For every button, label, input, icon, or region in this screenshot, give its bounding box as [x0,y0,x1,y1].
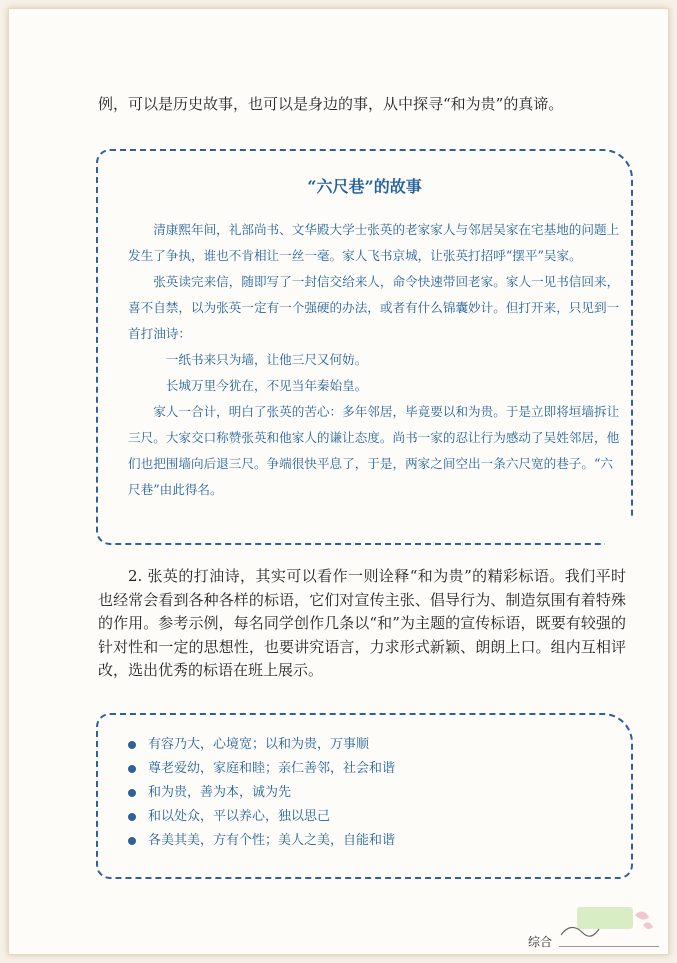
bullet-icon [128,765,136,773]
exercise-paragraph: 2. 张英的打油诗，其实可以看作一则诠释“和为贵”的精彩标语。我们平时也经常会看到各种各样的标语，它们对宣传主张、倡导行为、制造氛围有着特殊的作用。参考示例，每名同学创作几条以“和”为主题的宣传标语，既要有较强的针对性和一定的思想性，也要讲究语言，力求形式新颖、朗朗上口。组内互相评改，选出优秀的标语在班上展示。 [98,567,626,679]
story-title: “六尺巷”的故事 [307,177,422,196]
slogan-text: 各美其美，方有个性；美人之美，自能和谐 [148,833,396,848]
slogan-box [96,713,633,879]
exercise-text [98,565,626,683]
slogan-item [128,781,395,805]
footer-label: 综合 [528,935,553,949]
bullet-icon [128,813,136,821]
story-paragraph: 清康熙年间，礼部尚书、文华殿大学士张英的老家家人与邻居吴家在宅基地的问题上发生了争执，谁也不肯相让一丝一毫。家人飞书京城，让张英打招呼“摆平”吴家。 [128,222,620,263]
bullet-icon [128,741,136,749]
slogan-item [128,805,395,829]
box-corner-notch [605,517,633,545]
poem-line: 长城万里今犹在，不见当年秦始皇。 [165,378,368,393]
slogan-item [128,829,395,853]
intro-line: 例，可以是历史故事，也可以是身边的事，从中探寻“和为贵”的真谛。 [98,95,564,113]
slogan-item [128,733,395,757]
slogan-text: 和为贵，善为本，诚为先 [148,785,292,800]
slogan-list [128,733,395,853]
story-paragraph: 家人一合计，明白了张英的苦心：多年邻居，毕竟要以和为贵。于是立即将垣墙拆让三尺。大家交口称赞张英和他家人的谦让态度。尚书一家的忍让行为感动了吴姓邻居，他们也把围墙向后退三尺。争端很快平息了，于是，两家之间空出一条六尺宽的巷子。“六尺巷”由此得名。 [128,404,620,497]
slogan-text: 有容乃大，心境宽；以和为贵，万事顺 [148,737,370,752]
watermark-logo [557,903,657,949]
poem-line: 一纸书来只为墙，让他三尺又何妨。 [165,352,368,367]
bullet-icon [128,837,136,845]
bullet-icon [128,789,136,797]
slogan-text: 尊老爱幼，家庭和睦；亲仁善邻，社会和谐 [148,761,396,776]
page-frame [8,8,669,955]
story-paragraph: 张英读完来信，随即写了一封信交给来人，命令快速带回老家。家人一见书信回来，喜不自禁，以为张英一定有一个强硬的办法，或者有什么锦囊妙计。但打开来，只见到一首打油诗： [128,274,620,341]
slogan-text: 和以处众，平以养心，独以思己 [148,809,331,824]
footer-rule [559,946,659,947]
story-text [128,217,622,503]
story-box [96,149,633,545]
slogan-item [128,757,395,781]
